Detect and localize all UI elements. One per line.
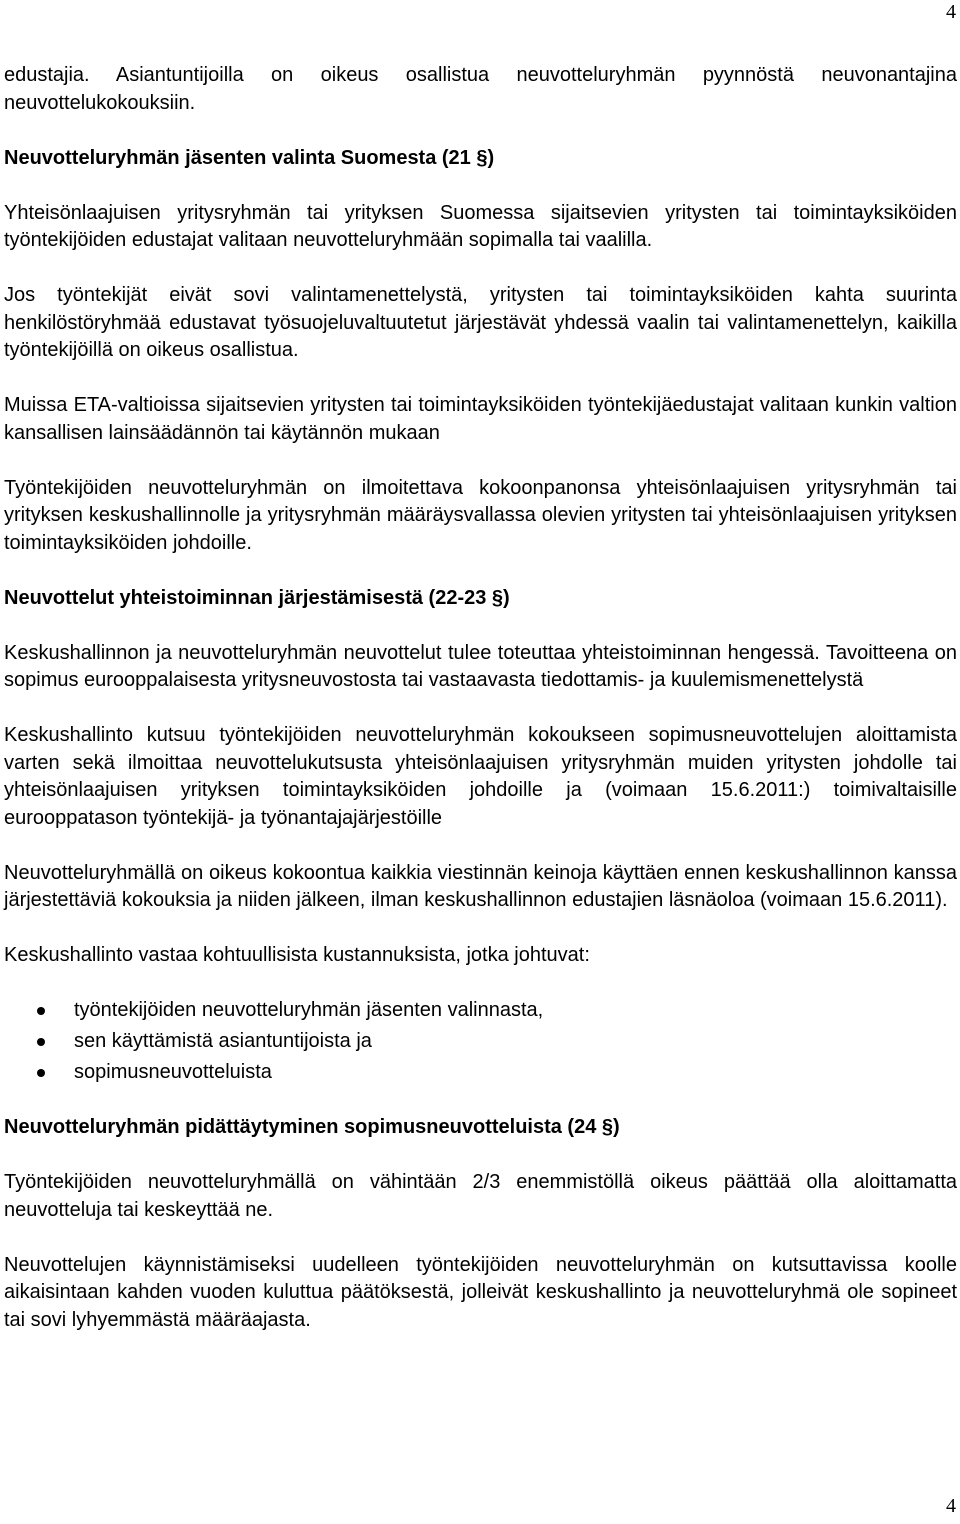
- cost-list: [4, 997, 957, 1087]
- paragraph: Työntekijöiden neuvotteluryhmän on ilmoitettava kokoonpanonsa yhteisönlaajuisen yritysryhmän tai yrityksen keskushallinnolle ja yritysryhmän määräysvallassa olevien yritysten tai yhteisönlaajuisen yrityksen toimintayksiköiden johdoille.: [4, 476, 957, 554]
- paragraph: Jos työntekijät eivät sovi valintamenettelystä, yritysten tai toimintayksiköiden kahta suurinta henkilöstöryhmää edustavat työsuojeluvaltuutetut järjestävät yhdessä vaalin tai valintamenettelyn, kaikilla työntekijöillä on oikeus osallistua.: [4, 284, 957, 361]
- bullet-icon: [37, 1038, 45, 1046]
- paragraph: Neuvotteluryhmällä on oikeus kokoontua kaikkia viestinnän keinoja käyttäen ennen keskushallinnon kanssa järjestettäviä kokouksia ja niiden jälkeen, ilman keskushallinnon edustajien läsnäoloa (voimaan 15.6.2011).: [4, 861, 957, 911]
- document-body: [4, 62, 957, 1334]
- paragraph: Keskushallinto kutsuu työntekijöiden neuvotteluryhmän kokoukseen sopimusneuvottelujen aloittamista varten sekä ilmoittaa neuvottelukutsusta yhteisönlaajuisen yritysryhmän muiden yritysten johdolle tai yhteisönlaajuisen yrityksen toimintayksiköiden johdoille ja (voimaan 15.6.2011:) toimivaltaisille eurooppatason työntekijä- ja työnantajajärjestöille: [4, 724, 957, 829]
- section-heading-21: Neuvotteluryhmän jäsenten valinta Suomesta (21 §): [4, 146, 495, 169]
- section-heading-24: Neuvotteluryhmän pidättäytyminen sopimusneuvotteluista (24 §): [4, 1116, 620, 1138]
- bullet-icon: [37, 1007, 45, 1015]
- page-number-top: 4: [946, 1, 956, 23]
- page-number-bottom: 4: [946, 1495, 956, 1517]
- paragraph-continued: edustajia. Asiantuntijoilla on oikeus osallistua neuvotteluryhmän pyynnöstä neuvonantajina neuvottelukokouksiin.: [4, 64, 957, 114]
- section-heading-22-23: Neuvottelut yhteistoiminnan järjestämisestä (22-23 §): [4, 586, 510, 609]
- paragraph: Muissa ETA-valtioissa sijaitsevien yritysten tai toimintayksiköiden työntekijäedustajat valitaan kunkin valtion kansallisen lainsäädännön tai käytännön mukaan: [4, 394, 957, 444]
- paragraph: Työntekijöiden neuvotteluryhmällä on vähintään 2/3 enemmistöllä oikeus päättää olla aloittamatta neuvotteluja tai keskeyttää ne.: [4, 1171, 957, 1221]
- bullet-icon: [37, 1069, 45, 1077]
- paragraph: Yhteisönlaajuisen yritysryhmän tai yrityksen Suomessa sijaitsevien yritysten tai toimintayksiköiden työntekijöiden edustajat valitaan neuvotteluryhmään sopimalla tai vaalilla.: [4, 201, 957, 251]
- paragraph: Neuvottelujen käynnistämiseksi uudelleen työntekijöiden neuvotteluryhmän on kutsuttavissa koolle aikaisintaan kahden vuoden kuluttua päätöksestä, jolleivät keskushallinto ja neuvotteluryhmä ole sopineet tai sovi lyhyemmästä määräajasta.: [4, 1253, 957, 1331]
- list-item: työntekijöiden neuvotteluryhmän jäsenten valinnasta,: [4, 997, 957, 1025]
- list-item: sen käyttämistä asiantuntijoista ja: [4, 1028, 957, 1056]
- list-item: sopimusneuvotteluista: [4, 1059, 957, 1087]
- paragraph: Keskushallinto vastaa kohtuullisista kustannuksista, jotka johtuvat:: [4, 944, 590, 966]
- paragraph: Keskushallinnon ja neuvotteluryhmän neuvottelut tulee toteuttaa yhteistoiminnan hengessä. Tavoitteena on sopimus eurooppalaisesta yritysneuvostosta tai vastaavasta tiedottamis- ja kuulemismenettelystä: [4, 641, 957, 691]
